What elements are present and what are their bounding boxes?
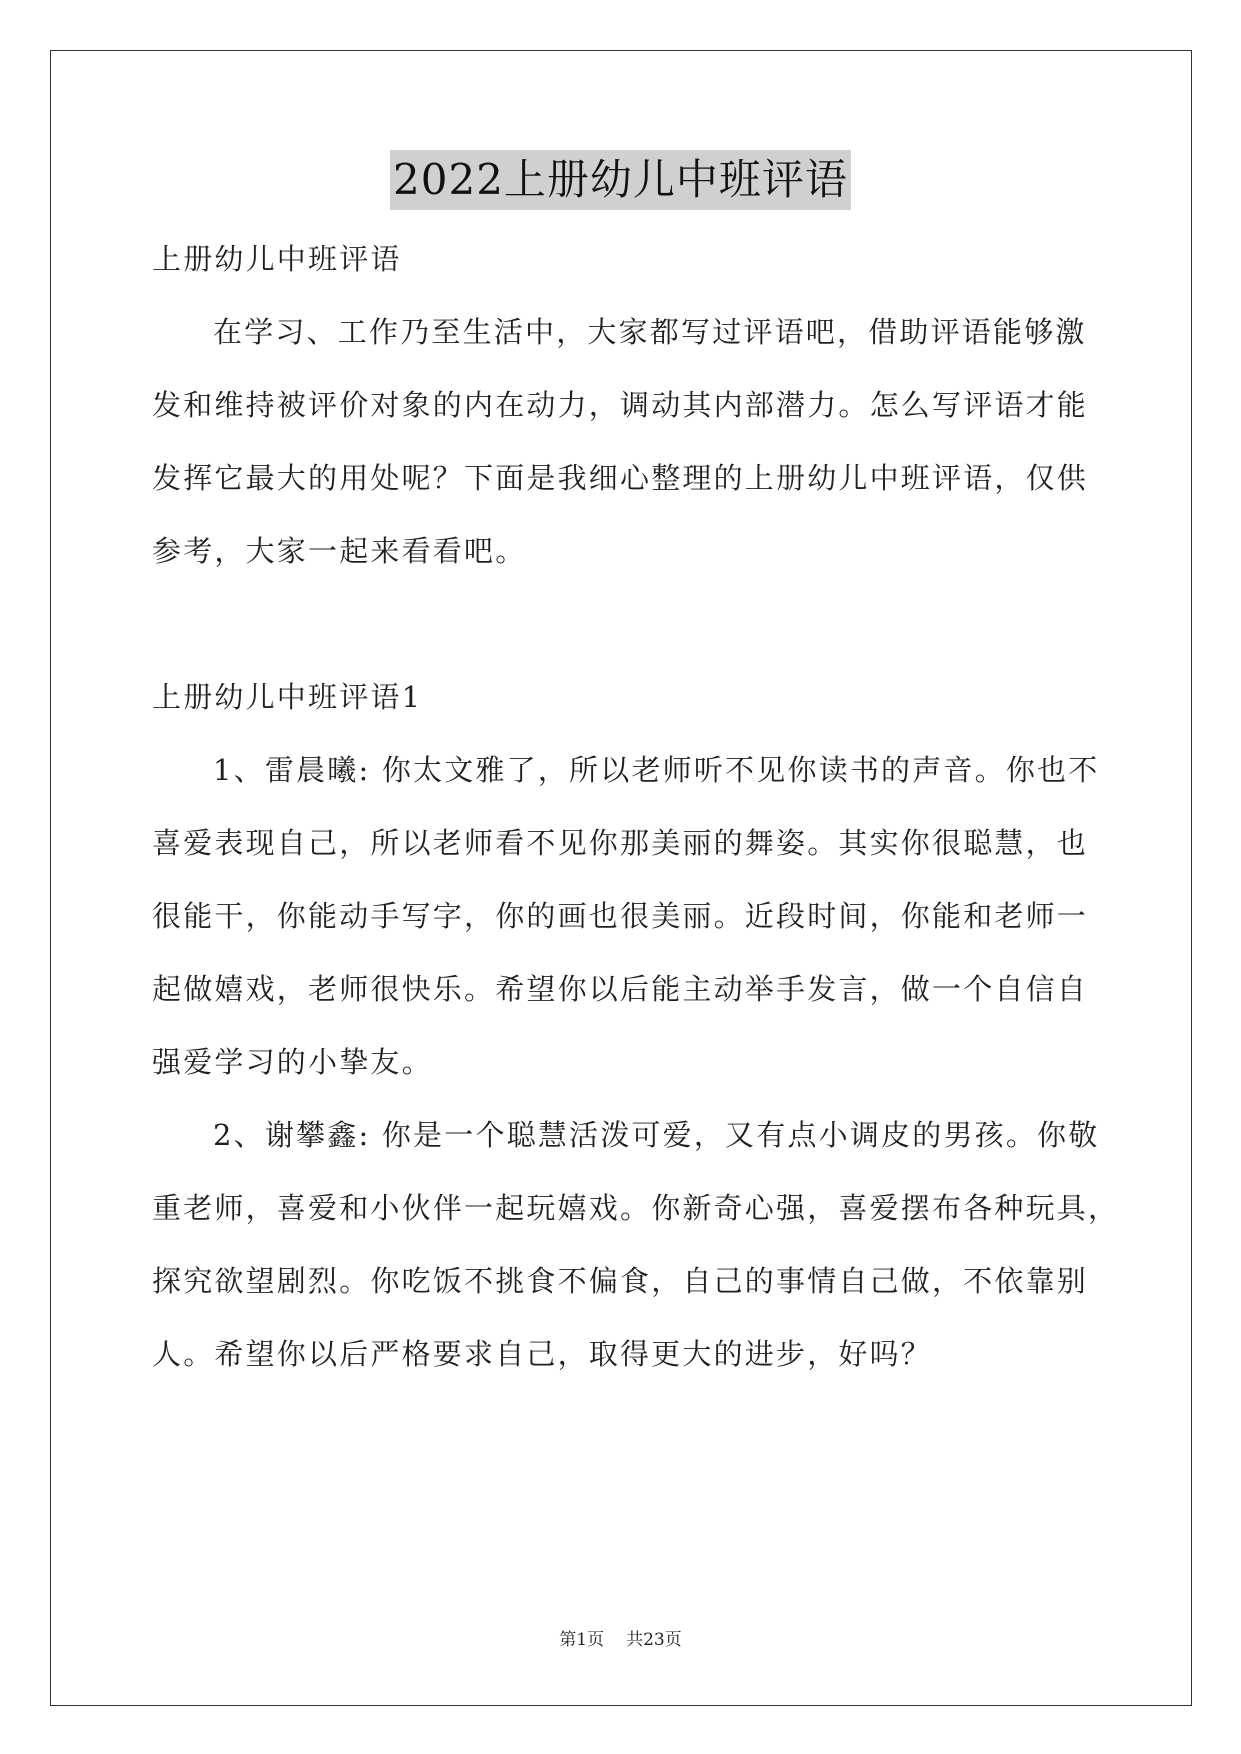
item2-line-2: 重老师，喜爱和小伙伴一起玩嬉戏。你新奇心强，喜爱摆布各种玩具，: [152, 1191, 1120, 1225]
intro-line-1: 在学习、工作乃至生活中，大家都写过评语吧，借助评语能够激: [213, 315, 1087, 349]
item1-line-1: 1、雷晨曦: 你太文雅了，所以老师听不见你读书的声音。你也不: [213, 753, 1100, 787]
document-title: 2022上册幼儿中班评语: [390, 150, 851, 210]
document-subtitle: 上册幼儿中班评语: [152, 242, 402, 276]
total-pages: 共23页: [626, 1630, 682, 1650]
title-container: [0, 150, 1241, 210]
item1-line-4: 起做嬉戏，老师很快乐。希望你以后能主动举手发言，做一个自信自: [152, 972, 1089, 1006]
item2-line-4: 人。希望你以后严格要求自己，取得更大的进步，好吗？: [152, 1337, 933, 1371]
item1-line-5: 强爱学习的小挚友。: [152, 1045, 433, 1079]
intro-line-3: 发挥它最大的用处呢？下面是我细心整理的上册幼儿中班评语，仅供: [152, 461, 1089, 495]
page-footer: [0, 1628, 1241, 1652]
intro-line-2: 发和维持被评价对象的内在动力，调动其内部潜力。怎么写评语才能: [152, 388, 1089, 422]
intro-line-4: 参考，大家一起来看看吧。: [152, 534, 527, 568]
item2-line-3: 探究欲望剧烈。你吃饭不挑食不偏食，自己的事情自己做，不依靠别: [152, 1264, 1089, 1298]
item2-line-1: 2、谢攀鑫: 你是一个聪慧活泼可爱，又有点小调皮的男孩。你敬: [213, 1118, 1100, 1152]
page-number: 第1页: [559, 1630, 605, 1650]
item1-line-3: 很能干，你能动手写字，你的画也很美丽。近段时间，你能和老师一: [152, 899, 1089, 933]
item1-line-2: 喜爱表现自己，所以老师看不见你那美丽的舞姿。其实你很聪慧，也: [152, 826, 1089, 860]
page-border: [50, 50, 1192, 1706]
section-heading: 上册幼儿中班评语1: [152, 680, 423, 714]
